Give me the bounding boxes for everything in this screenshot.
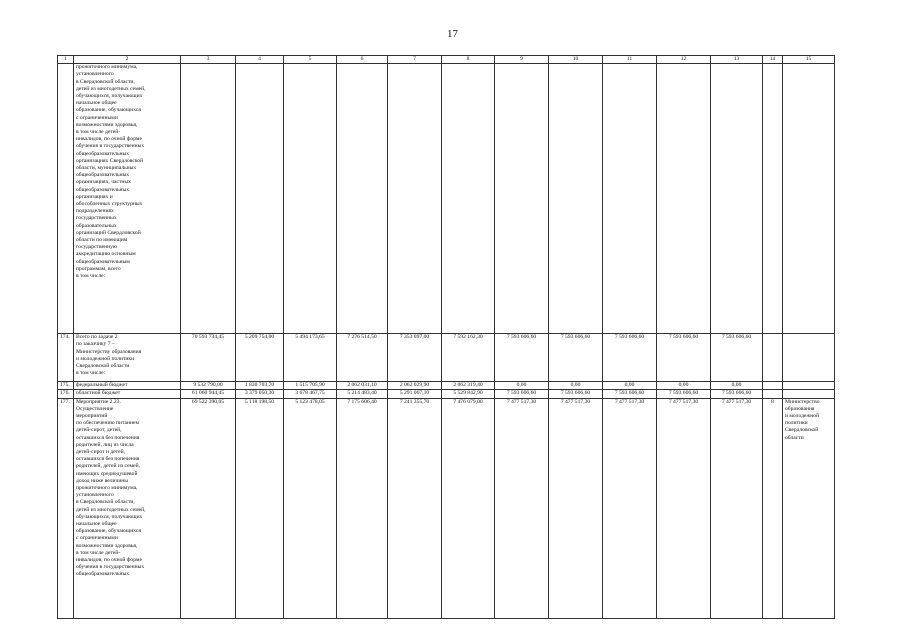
target-cell — [763, 390, 783, 398]
description-cell: Всего по задаче 2 по заказчику 7 – Министерству образования и молодежной политики Свердловской области в том числе: — [74, 334, 181, 382]
value-cell: 0,00 — [603, 382, 657, 390]
value-cell: 0,00 — [495, 382, 549, 390]
target-cell — [763, 382, 783, 390]
value-cell — [284, 64, 337, 334]
value-cell: 9 532 790,00 — [181, 382, 236, 390]
value-cell: 7 477 517,30 — [549, 398, 603, 618]
value-cell: 7 593 606,60 — [711, 390, 763, 398]
value-cell — [236, 64, 284, 334]
value-cell: 0,00 — [549, 382, 603, 390]
row-number-cell: 176. — [58, 390, 74, 398]
row-number-cell — [58, 64, 74, 334]
value-cell: 7 353 097,00 — [388, 334, 442, 382]
header-cell: 12 — [657, 56, 711, 64]
value-cell: 5 494 173,65 — [284, 334, 337, 382]
header-cell: 2 — [74, 56, 181, 64]
table-row — [58, 334, 835, 382]
value-cell: 61 060 944,45 — [181, 390, 236, 398]
header-cell: 7 — [388, 56, 442, 64]
value-cell — [711, 64, 763, 334]
value-cell: 70 593 734,45 — [181, 334, 236, 382]
value-cell — [388, 64, 442, 334]
value-cell: 7 593 606,60 — [549, 390, 603, 398]
description-cell: Мероприятие 2.23. Осуществление мероприятий по обеспечению питанием детей-сирот, детей, оставшихся без попечения родителей, лиц из числа детей-сирот и детей, оставшихся без попечения родителей, детей из семей, имеющих среднедушевой доход ниже величины прожиточного минимума, установленного в Свердловской области, детей из многодетных семей, обучающихся, получающих начальное общее образование, обучающихся с ограниченными возможностями здоровья, в том числе детей- инвалидов, по очной форме обучения в государственных общеобразовательных — [74, 398, 181, 618]
value-cell: 69 522 390,05 — [181, 398, 236, 618]
table-row — [58, 382, 835, 390]
header-cell: 13 — [711, 56, 763, 64]
value-cell: 7 593 606,60 — [657, 334, 711, 382]
value-cell: 7 593 606,60 — [495, 334, 549, 382]
header-cell: 9 — [495, 56, 549, 64]
header-cell: 14 — [763, 56, 783, 64]
header-cell: 1 — [58, 56, 74, 64]
table-row — [58, 398, 835, 618]
table-row — [58, 390, 835, 398]
value-cell: 7 593 606,60 — [657, 390, 711, 398]
value-cell — [337, 64, 388, 334]
target-cell: 8 — [763, 398, 783, 618]
header-cell: 4 — [236, 56, 284, 64]
value-cell: 2 062 029,90 — [388, 382, 442, 390]
executor-cell: Министерство образования и молодежной политики Свердловской области — [783, 398, 835, 618]
value-cell — [495, 64, 549, 334]
value-cell: 7 592 162,30 — [442, 334, 495, 382]
header-cell: 5 — [284, 56, 337, 64]
description-cell: федеральный бюджет — [74, 382, 181, 390]
header-cell: 10 — [549, 56, 603, 64]
executor-cell — [783, 334, 835, 382]
value-cell: 0,00 — [711, 382, 763, 390]
value-cell: 7 593 606,60 — [495, 390, 549, 398]
value-cell: 7 477 517,30 — [495, 398, 549, 618]
value-cell: 7 241 355,70 — [388, 398, 442, 618]
value-cell — [442, 64, 495, 334]
row-number-cell: 177. — [58, 398, 74, 618]
header-cell: 11 — [603, 56, 657, 64]
value-cell: 7 593 606,60 — [603, 390, 657, 398]
description-cell: областной бюджет — [74, 390, 181, 398]
header-cell: 15 — [783, 56, 835, 64]
table-row-continued — [58, 64, 835, 334]
value-cell: 7 477 517,30 — [657, 398, 711, 618]
value-cell: 1 830 703,70 — [236, 382, 284, 390]
header-row — [58, 56, 835, 64]
header-cell: 8 — [442, 56, 495, 64]
description-cell: прожиточного минимума, установленного в Свердловской области, детей из многодетных семей, обучающихся, получающих начальное общее образование, обучающихся с ограниченными возможностями здоровья, в том числе детей- инвалидов, по очной форме обучения в государственных общеобразовательных организациях Свердловской области, муниципальных общеобразовательных организациях, частных общеобразовательных организациях и обособленных структурных подразделениях государственных образовательных организаций Свердловской области по имеющим государственную аккредитацию основным общеобразовательным программам, всего в том числе: — [74, 64, 181, 334]
value-cell: 5 209 754,00 — [236, 334, 284, 382]
value-cell: 5 291 067,10 — [388, 390, 442, 398]
value-cell: 7 593 606,60 — [549, 334, 603, 382]
value-cell — [549, 64, 603, 334]
target-cell — [763, 334, 783, 382]
value-cell — [657, 64, 711, 334]
row-number-cell: 175. — [58, 382, 74, 390]
value-cell: 3 678 467,75 — [284, 390, 337, 398]
value-cell: 7 477 517,30 — [603, 398, 657, 618]
header-cell: 6 — [337, 56, 388, 64]
row-number-cell: 174. — [58, 334, 74, 382]
value-cell: 5 529 842,90 — [442, 390, 495, 398]
value-cell: 5 118 198,50 — [236, 398, 284, 618]
value-cell: 1 515 705,90 — [284, 382, 337, 390]
header-cell: 3 — [181, 56, 236, 64]
executor-cell — [783, 382, 835, 390]
value-cell — [181, 64, 236, 334]
value-cell: 7 477 517,30 — [711, 398, 763, 618]
value-cell: 5 214 483,40 — [337, 390, 388, 398]
value-cell: 5 123 478,05 — [284, 398, 337, 618]
value-cell: 2 062 319,40 — [442, 382, 495, 390]
target-cell — [763, 64, 783, 334]
value-cell: 3 379 050,30 — [236, 390, 284, 398]
value-cell: 2 062 031,10 — [337, 382, 388, 390]
value-cell: 7 476 079,00 — [442, 398, 495, 618]
value-cell — [603, 64, 657, 334]
executor-cell — [783, 64, 835, 334]
value-cell: 7 593 606,60 — [711, 334, 763, 382]
value-cell: 7 175 606,40 — [337, 398, 388, 618]
value-cell: 7 593 606,60 — [603, 334, 657, 382]
executor-cell — [783, 390, 835, 398]
program-table — [57, 55, 835, 619]
page-number: 17 — [447, 28, 458, 40]
value-cell: 0,00 — [657, 382, 711, 390]
value-cell: 7 276 514,50 — [337, 334, 388, 382]
